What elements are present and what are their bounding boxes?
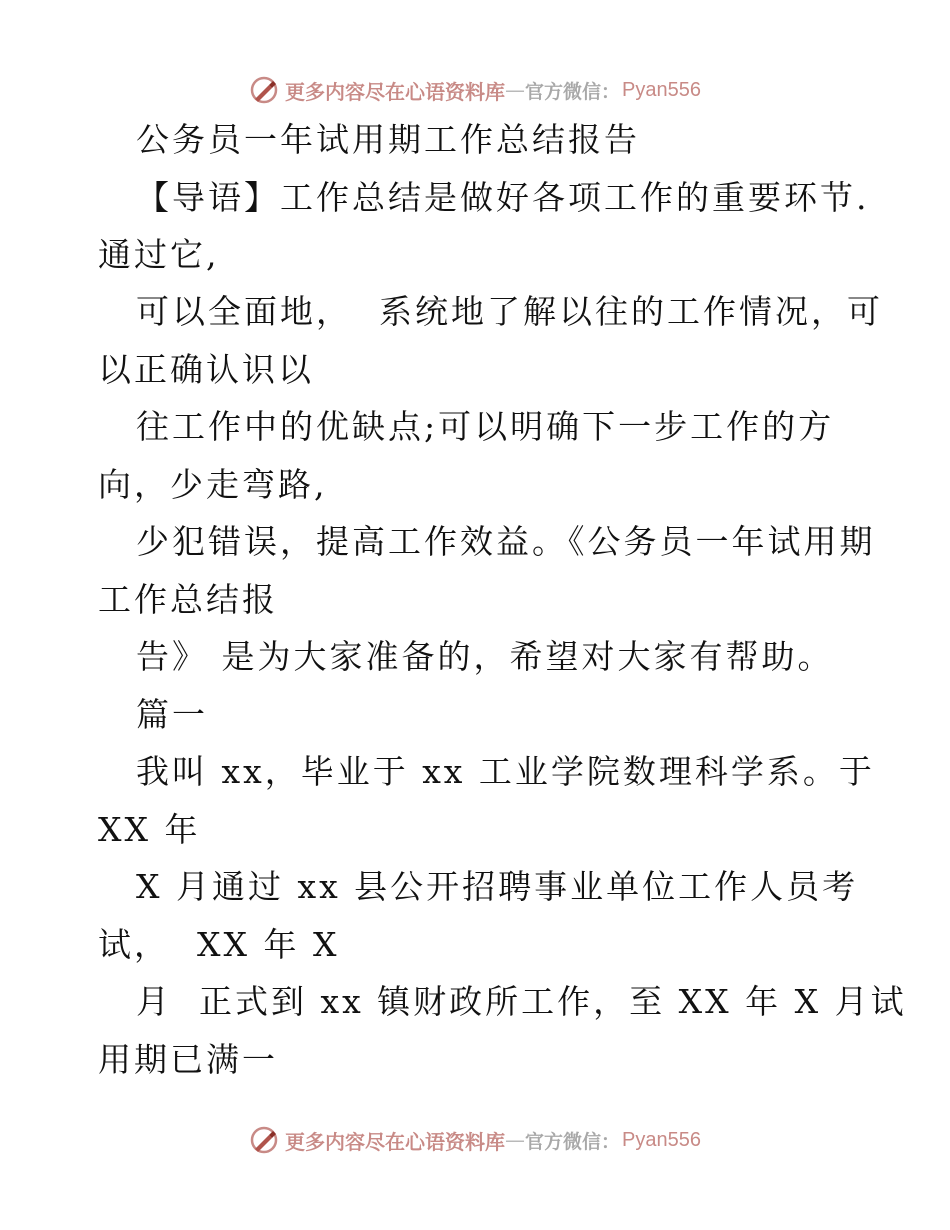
watermark-wechat-id: Pyan556 [622,78,701,101]
text-line: 以正确认识以 [98,350,314,389]
watermark-site-text: 更多内容尽在心语资料库 [285,1129,505,1154]
watermark-dash: — [505,1128,525,1152]
text-line: 向，少走弯路, [98,465,328,504]
watermark-dash: — [505,78,525,102]
watermark-official-label: 官方微信： [525,80,621,103]
text-line: X 月通过 xx 县公开招聘事业单位工作人员考 [136,867,859,906]
text-line: 告》 是为大家准备的，希望对大家有帮助。 [136,637,834,676]
text-line: 用期已满一 [98,1040,278,1079]
text-line: 月 正式到 xx 镇财政所工作，至 XX 年 X 月试 [136,982,907,1021]
text-line: 我叫 xx，毕业于 xx 工业学院数理科学系。于 [136,752,875,791]
watermark-official-label: 官方微信： [525,1130,621,1153]
text-line: XX 年 [98,810,201,849]
text-line: 【导语】工作总结是做好各项工作的重要环节. [136,178,870,217]
header-watermark [0,70,950,110]
text-line: 试， XX 年 X [98,925,340,964]
watermark-site-text: 更多内容尽在心语资料库 [285,79,505,104]
watermark-wechat-id: Pyan556 [622,1128,701,1151]
footer-watermark [0,1120,950,1160]
pen-circle-logo-icon [249,75,279,105]
text-line: 往工作中的优缺点;可以明确下一步工作的方 [136,407,835,446]
text-line: 工作总结报 [98,580,278,619]
text-line: 通过它, [98,235,220,274]
text-line: 可以全面地， 系统地了解以往的工作情况，可 [136,292,883,331]
section-heading: 篇一 [136,695,208,734]
text-line: 少犯错误，提高工作效益。《公务员一年试用期 [136,522,876,561]
pen-circle-logo-icon [249,1125,279,1155]
document-title: 公务员一年试用期工作总结报告 [136,120,640,159]
